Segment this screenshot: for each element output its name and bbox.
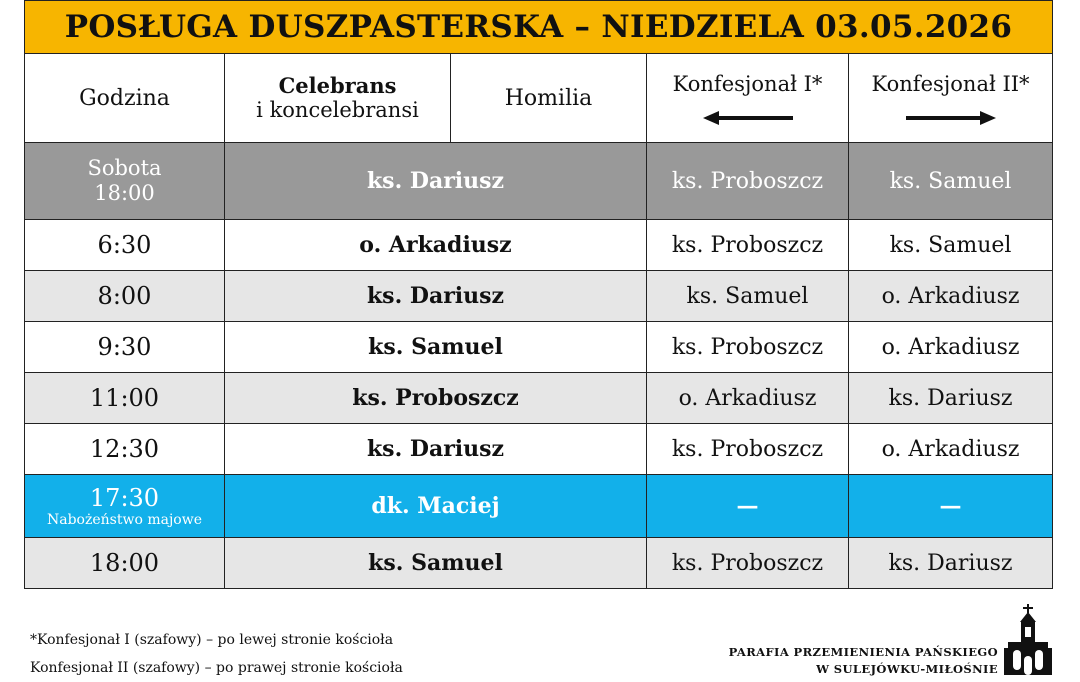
table-row xyxy=(25,475,1053,538)
schedule-sheet xyxy=(24,0,1052,589)
konfesjonal-2-cell: o. Arkadiusz xyxy=(849,322,1053,373)
table-row xyxy=(25,322,1053,373)
time-note-label: Nabożeństwo majowe xyxy=(47,512,202,528)
church-icon xyxy=(1004,604,1052,675)
time-cell xyxy=(25,143,225,220)
time-cell xyxy=(25,475,225,538)
parish-name-line: W SULEJÓWKU-MIŁOŚNIE xyxy=(816,662,998,676)
header-koncelebransi-label: i koncelebransi xyxy=(256,98,419,122)
celebrans-cell: ks. Samuel xyxy=(225,538,647,589)
header-konfesjonal-2-label: Konfesjonał II* xyxy=(871,71,1030,96)
header-konfesjonal-1 xyxy=(647,54,849,143)
footnotes xyxy=(30,626,403,682)
konfesjonal-1-cell: ks. Proboszcz xyxy=(647,322,849,373)
konfesjonal-1-cell: ks. Proboszcz xyxy=(647,538,849,589)
table-row xyxy=(25,424,1053,475)
time-cell: 9:30 xyxy=(25,322,225,373)
table-row xyxy=(25,143,1053,220)
header-row xyxy=(25,54,1053,143)
time-day-label: Sobota xyxy=(87,156,162,180)
table-row xyxy=(25,220,1053,271)
konfesjonal-2-cell: ks. Samuel xyxy=(849,220,1053,271)
konfesjonal-2-cell: — xyxy=(849,475,1053,538)
parish-name xyxy=(729,644,998,678)
celebrans-cell: ks. Samuel xyxy=(225,322,647,373)
time-label: 18:00 xyxy=(94,181,155,205)
celebrans-cell: ks. Dariusz xyxy=(225,271,647,322)
header-godzina: Godzina xyxy=(25,54,225,143)
page-title: POSŁUGA DUSZPASTERSKA – NIEDZIELA 03.05.2026 xyxy=(25,1,1053,54)
konfesjonal-1-cell: ks. Proboszcz xyxy=(647,424,849,475)
konfesjonal-1-cell: — xyxy=(647,475,849,538)
celebrans-cell: ks. Dariusz xyxy=(225,424,647,475)
konfesjonal-2-cell: ks. Samuel xyxy=(849,143,1053,220)
time-cell: 6:30 xyxy=(25,220,225,271)
konfesjonal-2-cell: o. Arkadiusz xyxy=(849,271,1053,322)
header-konfesjonal-2 xyxy=(849,54,1053,143)
time-cell: 11:00 xyxy=(25,373,225,424)
konfesjonal-2-cell: o. Arkadiusz xyxy=(849,424,1053,475)
konfesjonal-1-cell: o. Arkadiusz xyxy=(647,373,849,424)
parish-logo xyxy=(728,600,1060,676)
table-row xyxy=(25,271,1053,322)
footnote-line: *Konfesjonał I (szafowy) – po lewej stronie kościoła xyxy=(30,632,394,648)
schedule-table xyxy=(24,0,1053,589)
arrow-right-icon xyxy=(906,111,996,125)
konfesjonal-1-cell: ks. Proboszcz xyxy=(647,220,849,271)
time-cell: 18:00 xyxy=(25,538,225,589)
time-cell: 8:00 xyxy=(25,271,225,322)
konfesjonal-1-cell: ks. Proboszcz xyxy=(647,143,849,220)
celebrans-cell: dk. Maciej xyxy=(225,475,647,538)
table-row xyxy=(25,538,1053,589)
footnote-line: Konfesjonał II (szafowy) – po prawej stronie kościoła xyxy=(30,660,403,676)
konfesjonal-2-cell: ks. Dariusz xyxy=(849,373,1053,424)
konfesjonal-2-cell: ks. Dariusz xyxy=(849,538,1053,589)
header-konfesjonal-1-label: Konfesjonał I* xyxy=(672,71,823,96)
time-cell: 12:30 xyxy=(25,424,225,475)
konfesjonal-1-cell: ks. Samuel xyxy=(647,271,849,322)
time-label: 17:30 xyxy=(89,484,160,512)
parish-name-line: PARAFIA PRZEMIENIENIA PAŃSKIEGO xyxy=(728,645,998,659)
header-celebrans xyxy=(225,54,451,143)
header-homilia: Homilia xyxy=(451,54,647,143)
celebrans-cell: ks. Dariusz xyxy=(225,143,647,220)
celebrans-cell: o. Arkadiusz xyxy=(225,220,647,271)
celebrans-cell: ks. Proboszcz xyxy=(225,373,647,424)
header-celebrans-label: Celebrans xyxy=(278,73,397,98)
arrow-left-icon xyxy=(703,111,793,125)
table-row xyxy=(25,373,1053,424)
